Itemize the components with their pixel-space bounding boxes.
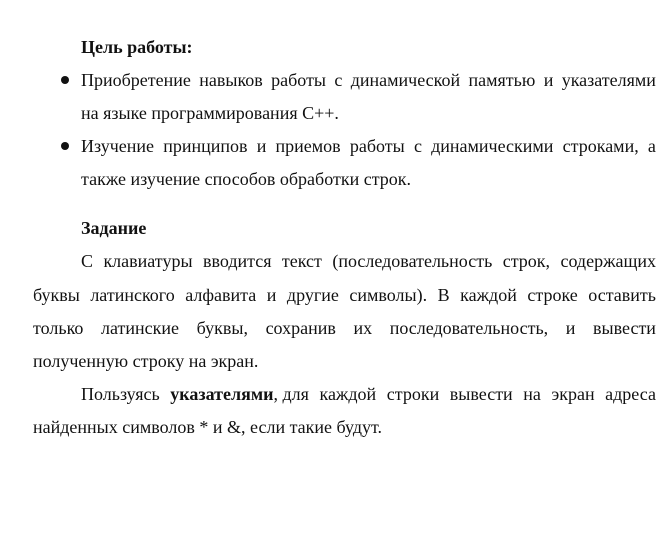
word: буквы,: [196, 318, 248, 338]
task-heading: Задание: [81, 218, 147, 238]
word: динамической: [350, 70, 461, 90]
word: и: [266, 285, 277, 305]
word: (последовательность: [332, 251, 493, 271]
word: навыков: [199, 70, 263, 90]
word: вводится: [202, 251, 272, 271]
word: Пользуясь: [81, 384, 160, 404]
word: В: [437, 285, 450, 305]
word: , для: [273, 384, 309, 404]
word: с: [334, 70, 343, 90]
paragraph-2-line-2: найденных символов * и &, если такие будут.: [33, 417, 383, 437]
word: содержащих: [560, 251, 656, 271]
word: Приобретение: [81, 70, 191, 90]
word: указателями: [561, 70, 656, 90]
word: только: [33, 318, 84, 338]
goal-heading: Цель работы:: [81, 37, 193, 57]
word: строке: [527, 285, 578, 305]
word: сохранив: [265, 318, 336, 338]
bullet-2-line-2: также изучение способов обработки строк.: [81, 169, 412, 189]
word: С: [81, 251, 94, 271]
paragraph-1-line-2: [33, 284, 656, 306]
word: работы: [271, 70, 327, 90]
paragraph-1-line-3: [33, 317, 656, 339]
word: на: [523, 384, 541, 404]
paragraph-2-line-1: [81, 383, 656, 405]
word: латинского: [90, 285, 175, 305]
word: каждой: [460, 285, 517, 305]
bullet-1-line-2: на языке программирования C++.: [81, 103, 339, 123]
word: принципов: [163, 136, 248, 156]
paragraph-1-line-1: [81, 250, 656, 272]
paragraph-1-line-4: полученную строку на экран.: [33, 351, 259, 371]
word: и: [565, 318, 576, 338]
word: экран: [551, 384, 595, 404]
emphasis-word: [170, 383, 309, 405]
word: работы: [349, 136, 405, 156]
word: символы).: [349, 285, 428, 305]
word: каждой: [319, 384, 377, 404]
word: динамическими: [431, 136, 554, 156]
word: с: [413, 136, 422, 156]
bullet-icon: [61, 76, 69, 84]
word: латинские: [101, 318, 180, 338]
word: другие: [286, 285, 339, 305]
word: алфавита: [185, 285, 257, 305]
word: текст: [281, 251, 322, 271]
word: строк,: [502, 251, 551, 271]
word: приемов: [275, 136, 341, 156]
word: строки: [386, 384, 440, 404]
word: последовательность,: [389, 318, 549, 338]
word: вывести: [593, 318, 656, 338]
word: а: [647, 136, 656, 156]
word: и: [256, 136, 267, 156]
word: оставить: [588, 285, 656, 305]
word: Изучение: [81, 136, 155, 156]
bullet-icon: [61, 142, 69, 150]
bullet-1-line-1: [81, 69, 656, 91]
word: адреса: [605, 384, 656, 404]
word: их: [353, 318, 373, 338]
bold-word: указателями: [170, 384, 274, 404]
word: и: [543, 70, 554, 90]
word: клавиатуры: [103, 251, 193, 271]
word: вывести: [449, 384, 513, 404]
word: памятью: [468, 70, 536, 90]
bullet-2-line-1: [81, 135, 656, 157]
word: буквы: [33, 285, 80, 305]
word: строками,: [562, 136, 639, 156]
